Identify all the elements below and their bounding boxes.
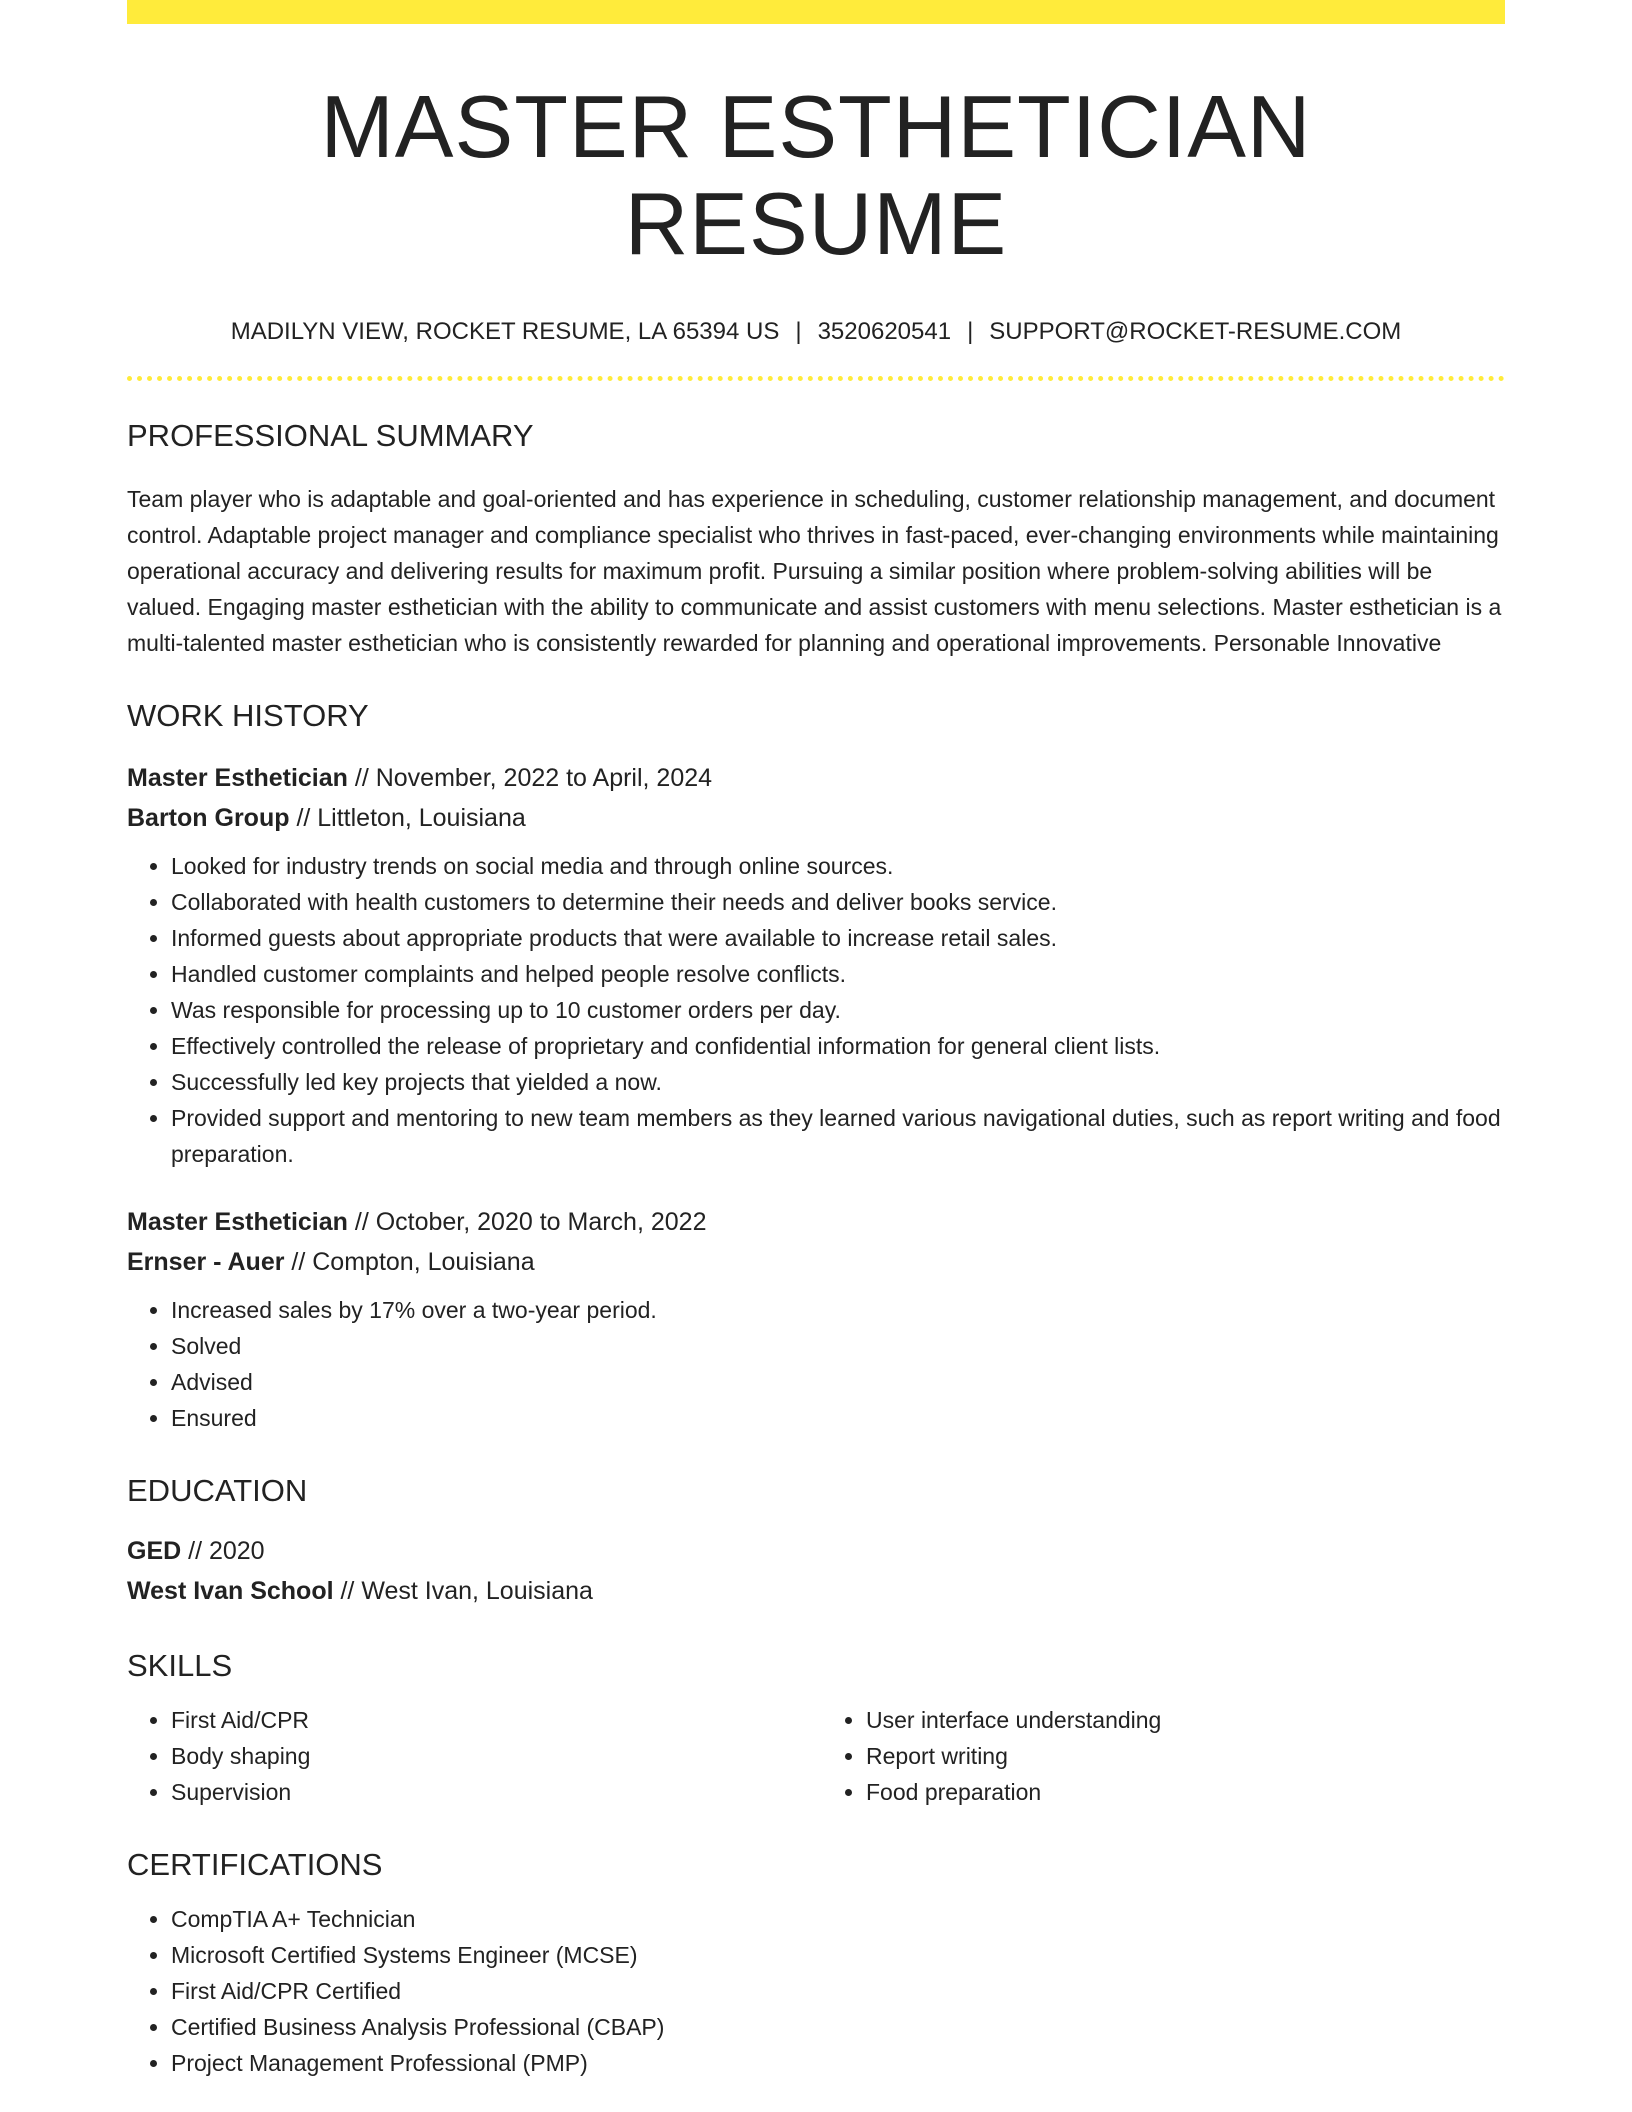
certifications-section	[127, 1846, 1505, 2081]
list-item: • Supervision	[171, 1774, 816, 1810]
job-title-line	[127, 1202, 1505, 1242]
list-item: • Informed guests about appropriate products that were available to increase retail sales.	[171, 920, 1505, 956]
work-history-section	[127, 697, 1505, 1436]
job-bullets	[127, 1292, 1505, 1436]
summary-section	[127, 417, 1505, 660]
list-item: • Food preparation	[866, 1774, 1505, 1810]
degree-year: // 2020	[181, 1536, 265, 1565]
contact-address: MADILYN VIEW, ROCKET RESUME, LA 65394 US	[230, 317, 780, 345]
list-item: • Collaborated with health customers to determine their needs and deliver books service.	[171, 884, 1505, 920]
resume-page	[127, 0, 1505, 2081]
job-location: // Compton, Louisiana	[284, 1247, 535, 1276]
list-item: • First Aid/CPR Certified	[171, 1973, 1505, 2009]
list-item: • Handled customer complaints and helped people resolve conflicts.	[171, 956, 1505, 992]
job-dates: // November, 2022 to April, 2024	[347, 763, 713, 792]
contact-line	[127, 318, 1505, 347]
skills-left-column	[127, 1702, 816, 1810]
resume-title: MASTER ESTHETICIAN RESUME	[320, 77, 1312, 273]
job-dates: // October, 2020 to March, 2022	[347, 1207, 707, 1236]
certifications-list	[127, 1901, 1505, 2081]
skills-heading: SKILLS	[127, 1647, 233, 1683]
summary-text: Team player who is adaptable and goal-oriented and has experience in scheduling, customer relationship management, and document control. Adaptable project manager and compliance specialist who thrives in fast-paced, ever-changing environments while maintaining operational accuracy and delivering results for maximum profit. Pursuing a similar position where problem-solving abilities will be valued. Engaging master esthetician with the ability to communicate and assist customers with menu selections. Master esthetician is a multi-talented master esthetician who is consistently rewarded for planning and operational improvements. Personable Innovative	[127, 485, 1502, 656]
list-item: • CompTIA A+ Technician	[171, 1901, 1505, 1937]
job-entry	[127, 758, 1505, 1172]
certifications-heading: CERTIFICATIONS	[127, 1847, 383, 1883]
list-item: • Report writing	[866, 1738, 1505, 1774]
list-item: • Certified Business Analysis Professional (CBAP)	[171, 2009, 1505, 2045]
top-accent-bar	[127, 0, 1505, 24]
education-entry	[127, 1531, 1505, 1611]
school-name: West Ivan School	[127, 1576, 334, 1605]
list-item: • Provided support and mentoring to new team members as they learned various navigational duties, such as report writing and food preparation.	[171, 1100, 1505, 1172]
contact-phone: 3520620541	[817, 317, 952, 345]
list-item: • Looked for industry trends on social media and through online sources.	[171, 848, 1505, 884]
job-company: Ernser - Auer	[127, 1247, 285, 1276]
list-item: • Project Management Professional (PMP)	[171, 2045, 1505, 2081]
list-item: • Microsoft Certified Systems Engineer (MCSE)	[171, 1937, 1505, 1973]
list-item: • Effectively controlled the release of proprietary and confidential information for general client lists.	[171, 1028, 1505, 1064]
degree: GED	[127, 1536, 182, 1565]
contact-separator: |	[795, 317, 802, 345]
list-item: • Successfully led key projects that yielded a now.	[171, 1064, 1505, 1100]
skills-right-column	[816, 1702, 1505, 1810]
list-item: • First Aid/CPR	[171, 1702, 816, 1738]
job-location: // Littleton, Louisiana	[289, 803, 526, 832]
job-title: Master Esthetician	[127, 1207, 348, 1236]
contact-email: SUPPORT@ROCKET-RESUME.COM	[989, 317, 1402, 345]
job-title-line	[127, 758, 1505, 798]
education-section	[127, 1472, 1505, 1611]
job-entry	[127, 1202, 1505, 1436]
list-item: • Body shaping	[171, 1738, 816, 1774]
job-bullets	[127, 848, 1505, 1172]
work-history-heading: WORK HISTORY	[127, 697, 369, 733]
job-company: Barton Group	[127, 803, 290, 832]
list-item: • Was responsible for processing up to 10 customer orders per day.	[171, 992, 1505, 1028]
contact-separator: |	[967, 317, 974, 345]
education-heading: EDUCATION	[127, 1472, 308, 1508]
summary-heading: PROFESSIONAL SUMMARY	[127, 418, 534, 454]
list-item: • Advised	[171, 1364, 1505, 1400]
job-title: Master Esthetician	[127, 763, 348, 792]
list-item: • Ensured	[171, 1400, 1505, 1436]
skills-section	[127, 1647, 1505, 1810]
skills-columns	[127, 1702, 1505, 1810]
list-item: • Solved	[171, 1328, 1505, 1364]
list-item: • Increased sales by 17% over a two-year period.	[171, 1292, 1505, 1328]
school-line	[127, 1571, 1505, 1611]
list-item: • User interface understanding	[866, 1702, 1505, 1738]
dotted-divider	[127, 376, 1505, 381]
job-company-line	[127, 1242, 1505, 1282]
school-location: // West Ivan, Louisiana	[333, 1576, 593, 1605]
degree-line	[127, 1531, 1505, 1571]
job-company-line	[127, 798, 1505, 838]
